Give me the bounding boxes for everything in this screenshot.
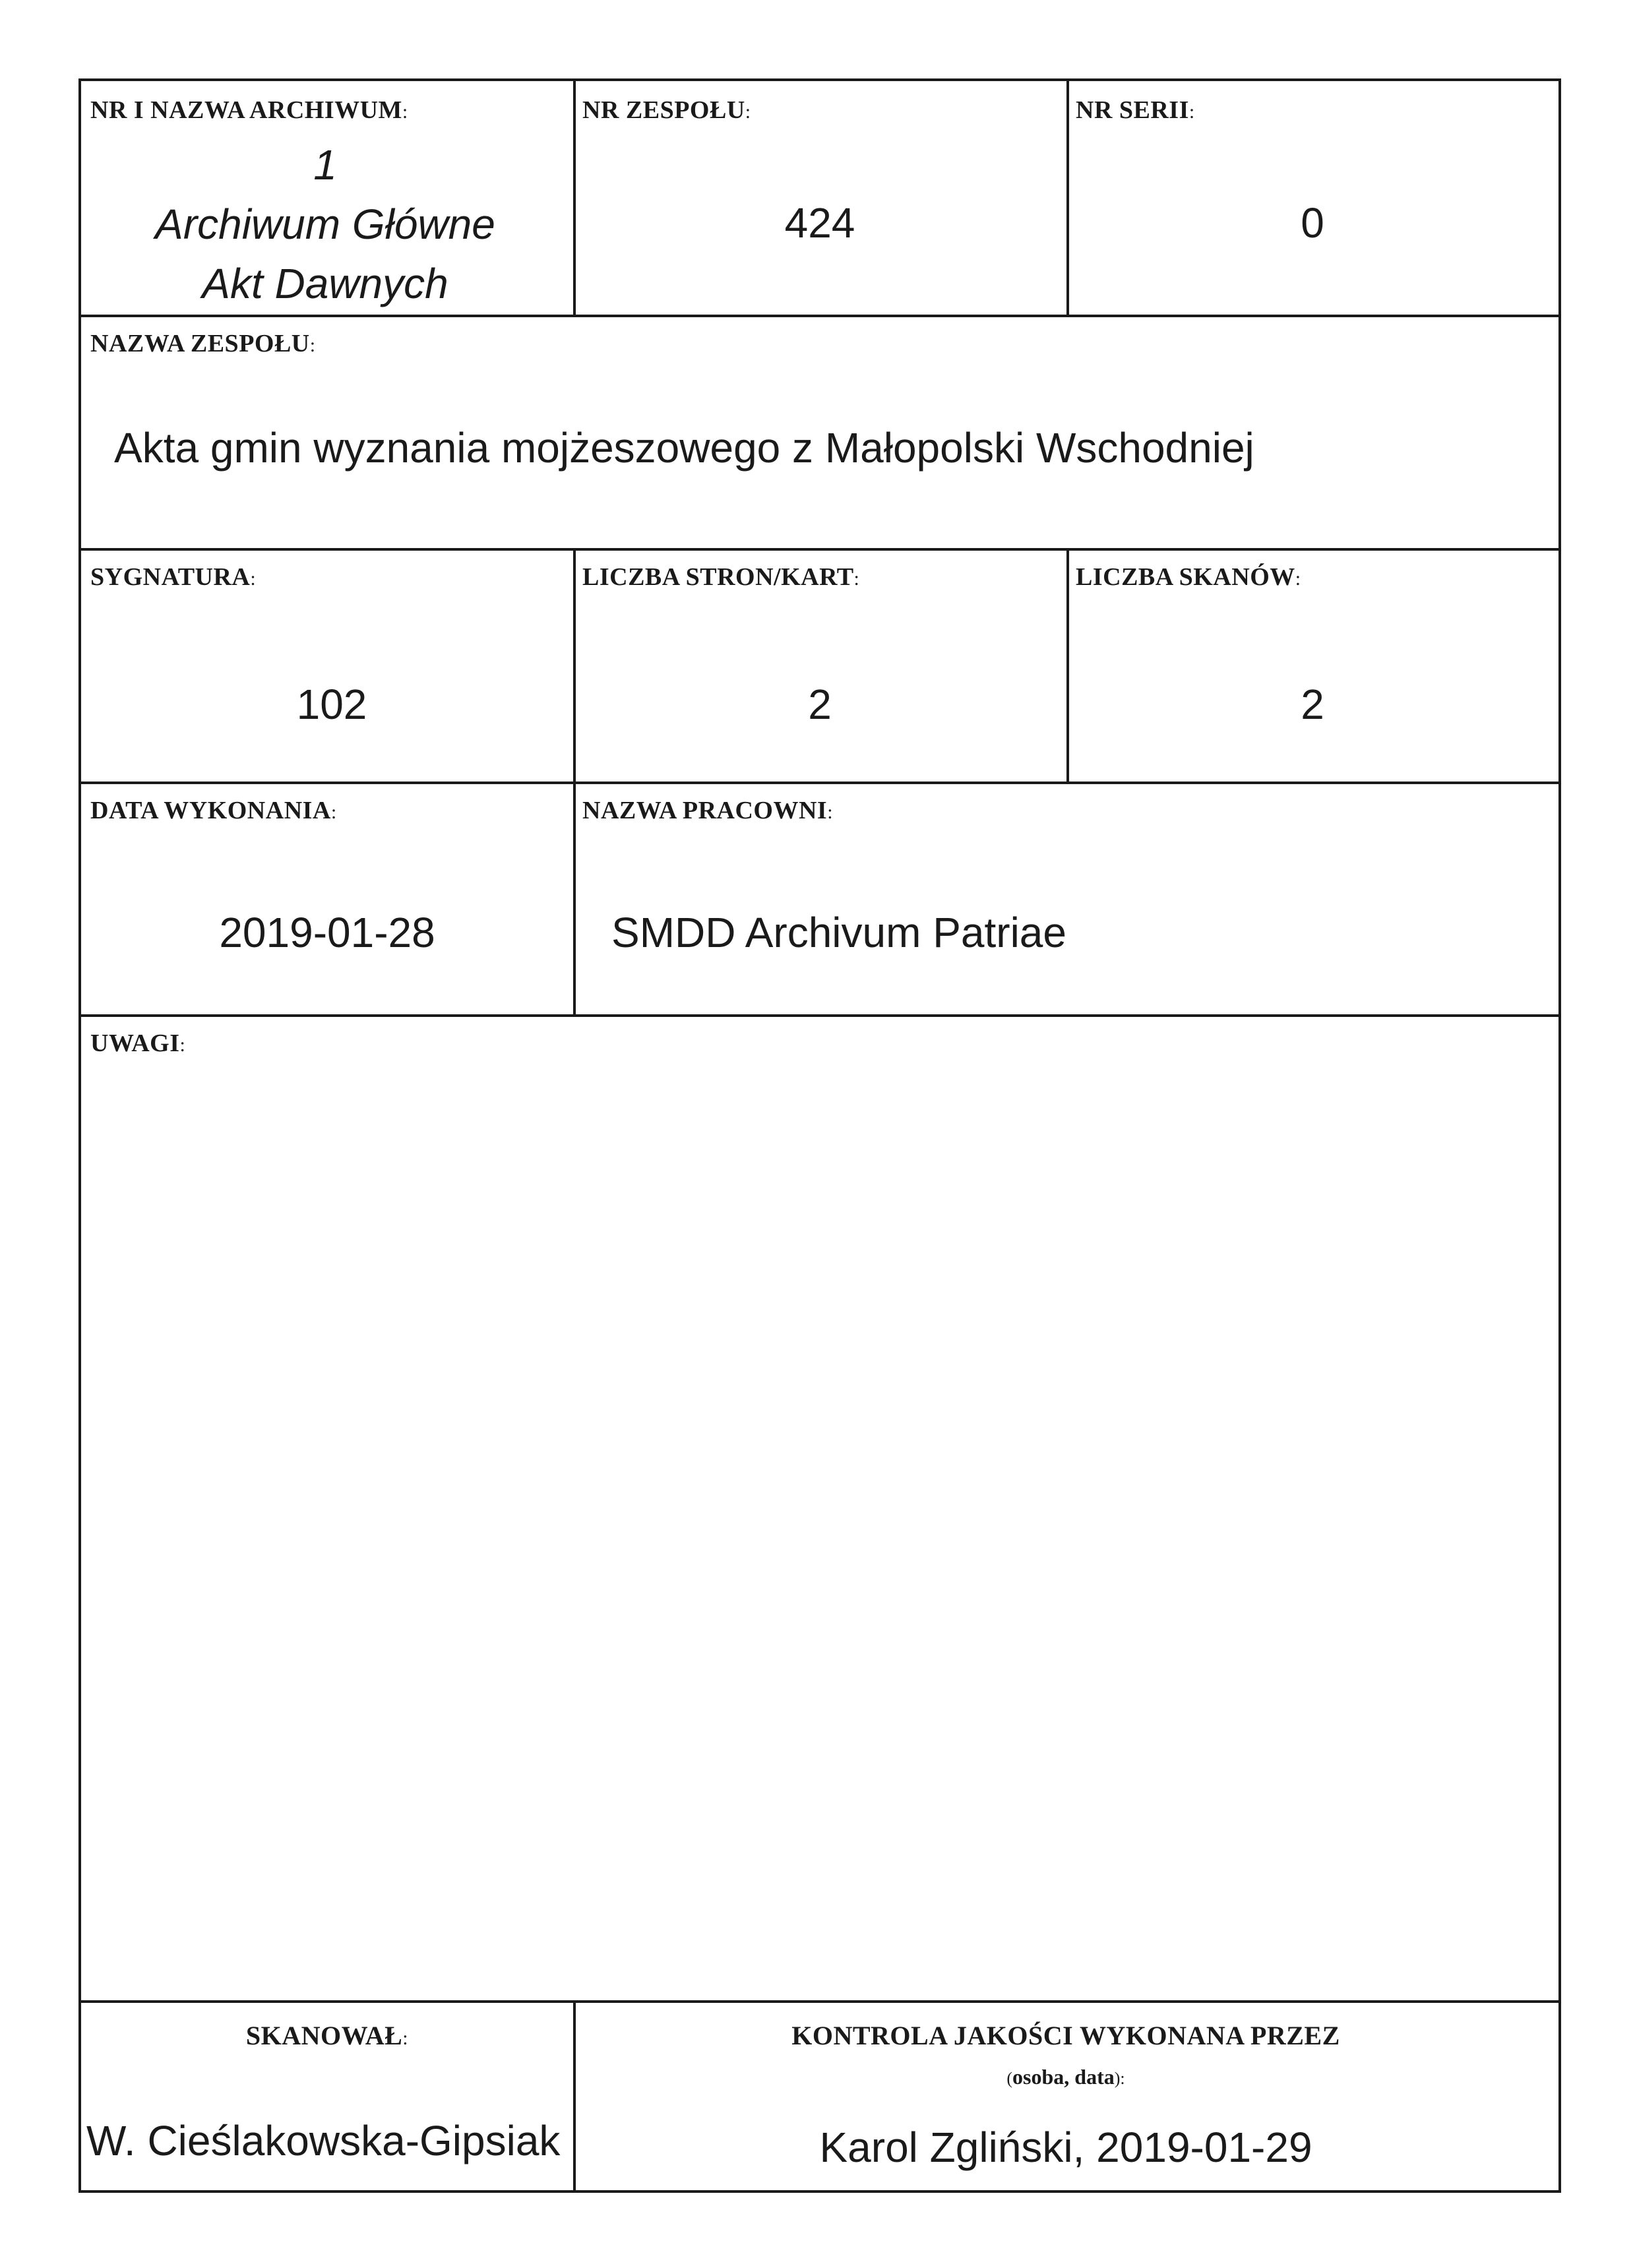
workshop-label-text: NAZWA PRACOWNI [582, 797, 828, 824]
scanned-by-value: W. Cieślakowska-Gipsiak [86, 2117, 561, 2164]
quality-control-label: KONTROLA JAKOŚCI WYKONANA PRZEZ [791, 2021, 1340, 2050]
scans-count-label-text: LICZBA SKANÓW [1076, 563, 1295, 591]
fond-name-label: NAZWA ZESPOŁU: [90, 330, 316, 357]
series-number-value: 0 [1301, 199, 1324, 247]
signature-cell [81, 548, 573, 782]
scanned-by-label-text: SKANOWAŁ [245, 2021, 403, 2050]
scans-count-value: 2 [1301, 681, 1324, 728]
workshop-label: NAZWA PRACOWNI: [582, 797, 834, 824]
pages-count-label-text: LICZBA STRON/KART [582, 563, 854, 591]
archive-label: NR I NAZWA ARCHIWUM: [90, 96, 408, 124]
fond-number-cell [573, 81, 1066, 315]
scanned-by-label: SKANOWAŁ: [245, 2021, 409, 2050]
archive-cell [81, 81, 573, 315]
quality-control-sublabel: (osoba, data): [1006, 2065, 1125, 2089]
quality-control-cell [573, 2000, 1558, 2193]
pages-count-label: LICZBA STRON/KART: [582, 563, 860, 591]
workshop-value: SMDD Archivum Patriae [611, 909, 1066, 956]
pages-count-value: 2 [808, 681, 832, 728]
series-number-cell [1066, 81, 1558, 315]
archive-name-block [81, 135, 569, 313]
date-done-label-text: DATA WYKONANIA [90, 797, 331, 824]
series-number-label-text: NR SERII [1076, 96, 1189, 124]
remarks-label: UWAGI: [90, 1029, 186, 1057]
remarks-cell [81, 1014, 1558, 2000]
fond-number-label-text: NR ZESPOŁU [582, 96, 745, 124]
fond-name-cell [81, 315, 1558, 548]
pages-count-cell [573, 548, 1066, 782]
signature-label: SYGNATURA: [90, 563, 257, 591]
remarks-label-text: UWAGI [90, 1029, 180, 1057]
fond-name-label-text: NAZWA ZESPOŁU [90, 330, 310, 357]
quality-control-person-label: osoba [1012, 2065, 1064, 2089]
fond-name-value: Akta gmin wyznania mojżeszowego z Małopolski Wschodniej [114, 424, 1254, 472]
metric-card-form [78, 78, 1561, 2193]
date-done-label: DATA WYKONANIA: [90, 797, 337, 824]
scans-count-cell [1066, 548, 1558, 782]
series-number-label: NR SERII: [1076, 96, 1195, 124]
archive-number: 1 [313, 141, 337, 189]
scans-count-label: LICZBA SKANÓW: [1076, 563, 1301, 591]
workshop-cell [573, 782, 1558, 1014]
date-done-value: 2019-01-28 [219, 909, 435, 956]
quality-control-date-label: data [1074, 2065, 1115, 2089]
archive-label-text: NR I NAZWA ARCHIWUM [90, 96, 402, 124]
quality-control-value: Karol Zgliński, 2019-01-29 [819, 2124, 1312, 2171]
fond-number-label: NR ZESPOŁU: [582, 96, 751, 124]
date-done-cell [81, 782, 573, 1014]
signature-value: 102 [296, 681, 367, 728]
scanned-by-cell [81, 2000, 573, 2193]
signature-label-text: SYGNATURA [90, 563, 251, 591]
archive-name-line1: Archiwum Główne [155, 200, 495, 248]
fond-number-value: 424 [784, 199, 855, 247]
archive-name-line2: Akt Dawnych [202, 260, 448, 307]
